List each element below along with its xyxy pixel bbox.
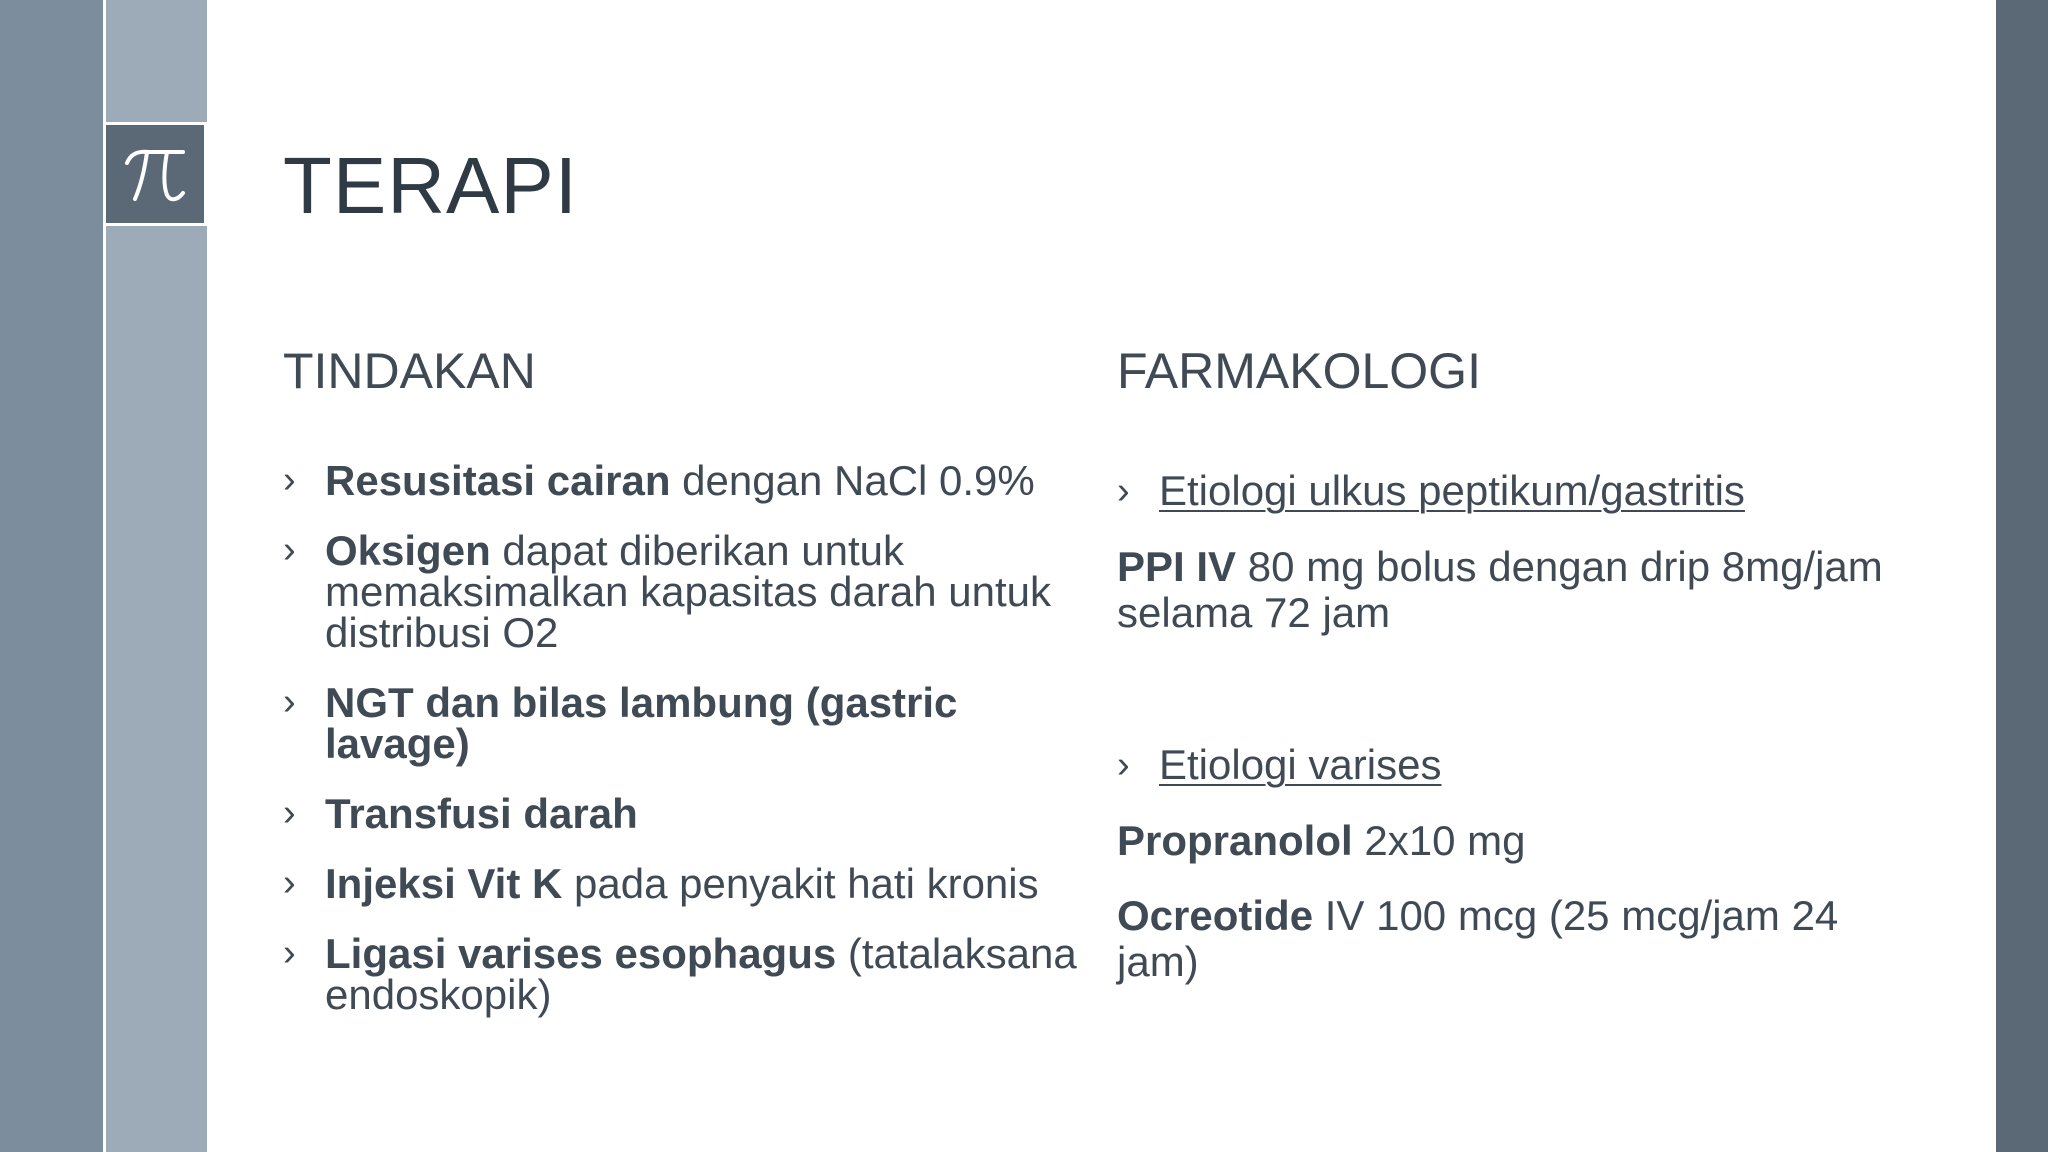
item-text: dengan NaCl 0.9% [670, 457, 1035, 504]
section-heading-tindakan: TINDAKAN [283, 343, 536, 399]
section-heading-farmakologi: FARMAKOLOGI [1117, 343, 1481, 399]
bullet-chevron-icon: › [283, 932, 296, 974]
etiology-ulkus-label: Etiologi ulkus peptikum/gastritis [1159, 467, 1745, 514]
bullet-chevron-icon: › [283, 529, 296, 571]
etiology-heading-ulkus [1117, 468, 1745, 514]
pi-icon [121, 143, 189, 205]
item-text: (tatalaksana endoskopik) [325, 930, 1077, 1018]
bullet-chevron-icon: › [283, 792, 296, 834]
tindakan-list [283, 457, 1083, 1044]
bullet-chevron-icon: › [283, 459, 296, 501]
item-text: dapat diberikan untuk memaksimalkan kapasitas darah untuk distribusi O2 [325, 527, 1052, 656]
item-bold-text: NGT dan bilas lambung (gastric lavage) [325, 679, 958, 767]
item-bold-text: Injeksi Vit K [325, 860, 563, 907]
item-text: pada penyakit hati kronis [562, 860, 1039, 907]
pi-logo-box [103, 122, 207, 226]
ppi-dosage-text [1117, 544, 1957, 636]
item-bold-text: Ligasi varises esophagus [325, 930, 837, 977]
slide-title: TERAPI [283, 141, 578, 230]
drug-dose-ocreotide: IV 100 mcg (25 mcg/jam 24 jam) [1117, 892, 1839, 985]
drug-name-propranolol: Propranolol [1117, 817, 1353, 864]
bullet-chevron-icon: › [1117, 470, 1130, 512]
list-item [283, 860, 1083, 907]
item-bold-text: Oksigen [325, 527, 491, 574]
list-item [283, 930, 1083, 1018]
etiology-varises-label: Etiologi varises [1159, 741, 1442, 788]
drug-name-ocreotide: Ocreotide [1117, 892, 1314, 939]
list-item [283, 679, 1083, 767]
drug-dose-ppi: 80 mg bolus dengan drip 8mg/jam selama 72 jam [1117, 543, 1883, 636]
bullet-chevron-icon: › [283, 862, 296, 904]
drug-dose-propranolol: 2x10 mg [1352, 817, 1526, 864]
list-item [283, 790, 1083, 837]
list-item [283, 457, 1083, 504]
drug-name-ppi: PPI IV [1117, 543, 1237, 590]
right-decor-band [1996, 0, 2048, 1152]
item-bold-text: Resusitasi cairan [325, 457, 671, 504]
bullet-chevron-icon: › [1117, 744, 1130, 786]
ocreotide-dosage-text [1117, 893, 1877, 985]
item-bold-text: Transfusi darah [325, 790, 638, 837]
bullet-chevron-icon: › [283, 681, 296, 723]
list-item [283, 527, 1083, 656]
propranolol-dosage-text [1117, 818, 1957, 864]
etiology-heading-varises [1117, 742, 1441, 788]
left-decor-band-outer [0, 0, 103, 1152]
